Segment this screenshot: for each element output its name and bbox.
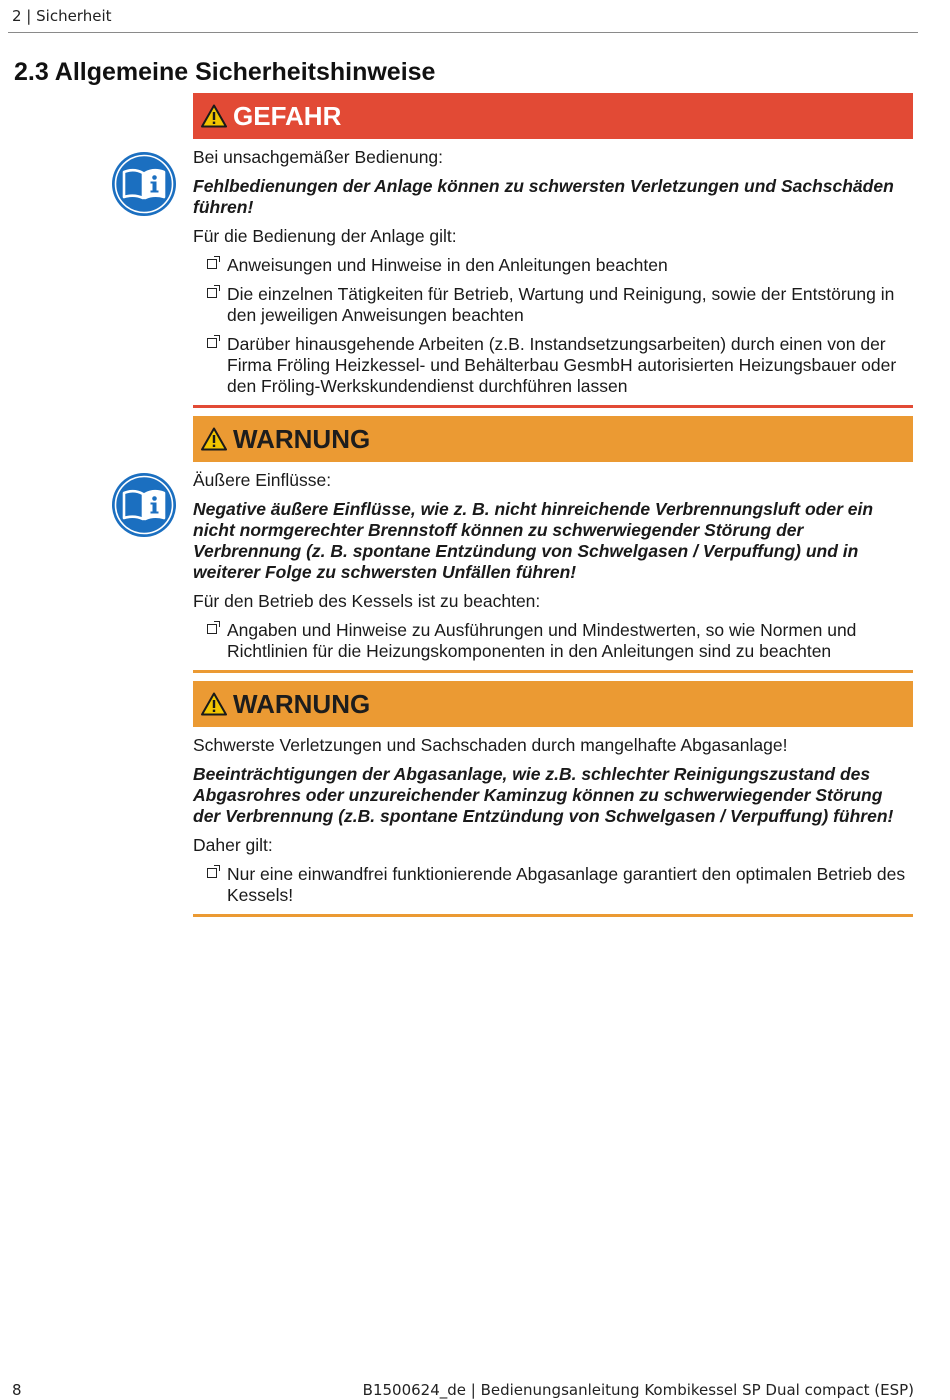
checkbox-bullet-icon xyxy=(207,338,217,348)
document-footer: B1500624_de | Bedienungsanleitung Kombikessel SP Dual compact (ESP) xyxy=(362,1381,914,1399)
notice-intro: Bei unsachgemäßer Bedienung: xyxy=(193,147,444,167)
list-item: Angaben und Hinweise zu Ausführungen und Mindestwerten, so wie Normen und Richtlinien für die Heizungskomponenten in den Anleitungen sind zu beachten xyxy=(193,620,913,662)
warning-level: WARNUNG xyxy=(233,423,371,454)
notice-lead: Daher gilt: xyxy=(193,835,273,855)
checkbox-bullet-icon xyxy=(207,259,217,269)
notice-divider xyxy=(193,405,913,408)
notice-list xyxy=(193,255,913,397)
running-head: 2 | Sicherheit xyxy=(12,7,112,25)
section-title: 2.3 Allgemeine Sicherheitshinweise xyxy=(14,58,436,86)
warning-banner xyxy=(193,416,913,462)
warning-notice xyxy=(193,416,913,673)
notice-intro: Äußere Einflüsse: xyxy=(193,470,332,490)
list-item: Nur eine einwandfrei funktionierende Abgasanlage garantiert den optimalen Betrieb des Kessels! xyxy=(193,864,913,906)
notice-emphasis: Beeinträchtigungen der Abgasanlage, wie z.B. schlechter Reinigungszustand des Abgasrohres oder unzureichender Kaminzug können zu schwerwiegender Störung der Verbrennung (z.B. spontane Entzündung von Schwelgasen / Verpuffung) führen! xyxy=(193,764,894,826)
checkbox-bullet-icon xyxy=(207,868,217,878)
list-item: Anweisungen und Hinweise in den Anleitungen beachten xyxy=(193,255,913,276)
warning-triangle-icon xyxy=(201,692,227,716)
page-number: 8 xyxy=(12,1381,22,1399)
notice-divider xyxy=(193,914,913,917)
checkbox-bullet-icon xyxy=(207,288,217,298)
notice-lead: Für den Betrieb des Kessels ist zu beachten: xyxy=(193,591,541,611)
notice-intro: Schwerste Verletzungen und Sachschaden durch mangelhafte Abgasanlage! xyxy=(193,735,788,755)
notice-list xyxy=(193,864,913,906)
notice-lead: Für die Bedienung der Anlage gilt: xyxy=(193,226,457,246)
notice-emphasis: Fehlbedienungen der Anlage können zu schwersten Verletzungen und Sachschäden führen! xyxy=(193,176,894,217)
warning-banner xyxy=(193,681,913,727)
warning-notice xyxy=(193,681,913,917)
checkbox-bullet-icon xyxy=(207,624,217,634)
warning-triangle-icon xyxy=(201,427,227,451)
danger-level: GEFAHR xyxy=(233,100,342,131)
list-item: Darüber hinausgehende Arbeiten (z.B. Instandsetzungsarbeiten) durch einen von der Firma Fröling Heizkessel- und Behälterbau GesmbH autorisierten Heizungsbauer oder den Fröling-Werkskundendienst durchführen lassen xyxy=(193,334,913,397)
header-divider xyxy=(8,32,918,33)
danger-notice xyxy=(193,93,913,408)
read-manual-icon xyxy=(111,472,177,538)
danger-banner xyxy=(193,93,913,139)
read-manual-icon xyxy=(111,151,177,217)
notice-emphasis: Negative äußere Einflüsse, wie z. B. nicht hinreichende Verbrennungsluft oder ein nicht normgerechter Brennstoff können zu schwerwiegender Störung der Verbrennung (z. B. spontane Entzündung von Schwelgasen / Verpuffung) und in weiterer Folge zu schwersten Unfällen führen! xyxy=(193,499,874,582)
list-item: Die einzelnen Tätigkeiten für Betrieb, Wartung und Reinigung, sowie der Entstörung in den jeweiligen Anweisungen beachten xyxy=(193,284,913,326)
warning-level: WARNUNG xyxy=(233,688,371,719)
warning-triangle-icon xyxy=(201,104,227,128)
notice-divider xyxy=(193,670,913,673)
notice-list xyxy=(193,620,913,662)
